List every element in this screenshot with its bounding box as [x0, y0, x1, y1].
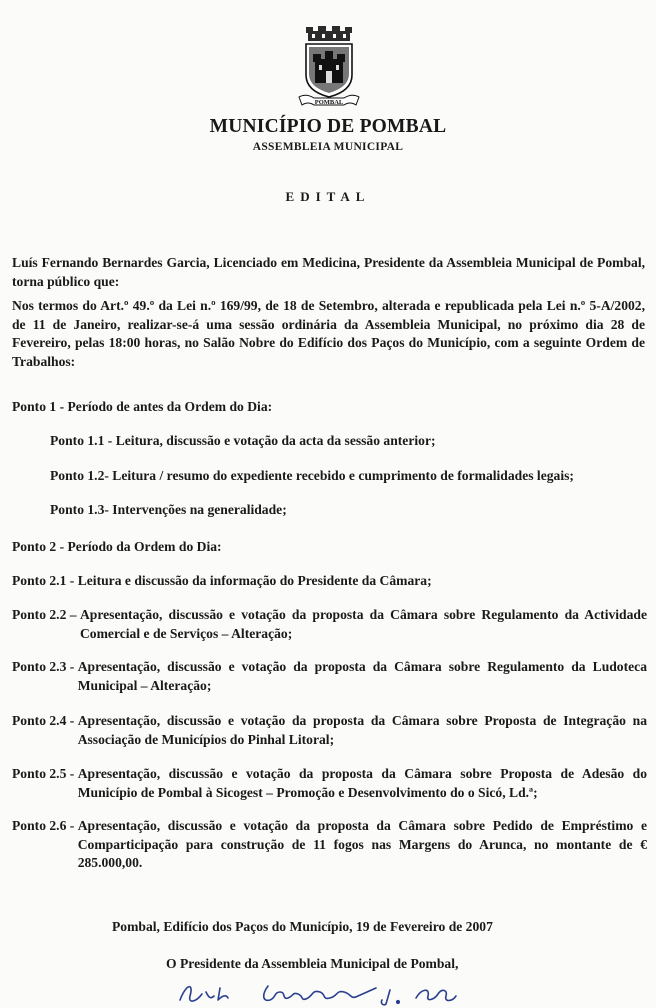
agenda-item-text: Apresentação, discussão e votação da proposta da Câmara sobre Regulamento da Ludoteca Municipal – Alteração;	[77, 659, 647, 693]
body-paragraph: Nos termos do Art.º 49.º da Lei n.º 169/99, de 18 de Setembro, alterada e republicada pela Lei n.º 5-A/2002, de 11 de Janeiro, realizar-se-á uma sessão ordinária da Assembleia Municipal, no próximo dia 28 de Fevereiro, pelas 18:00 horas, no Salão Nobre do Edifício dos Paços do Município, com a seguinte Ordem de Trabalhos:	[12, 298, 645, 369]
crest-banner-text: POMBAL	[314, 99, 344, 107]
agenda-item-label: Ponto 2.5 -	[12, 766, 78, 781]
agenda-item-1-1: Ponto 1.1 - Leitura, discussão e votação da acta da sessão anterior;	[50, 433, 436, 448]
agenda-item-2-1: Ponto 2.1 - Leitura e discussão da informação do Presidente da Câmara;	[12, 573, 432, 588]
agenda-item-1-2: Ponto 1.2- Leitura / resumo do expediente recebido e cumprimento de formalidades legais;	[50, 468, 574, 483]
place-and-date: Pombal, Edifício dos Paços do Município, 19 de Fevereiro de 2007	[112, 919, 493, 934]
assembly-subtitle: ASSEMBLEIA MUNICIPAL	[252, 141, 404, 153]
agenda-item-2-6	[12, 817, 647, 873]
agenda-item-label: Ponto 2.6 -	[12, 818, 78, 833]
agenda-item-2: Ponto 2 - Período da Ordem do Dia:	[12, 539, 222, 554]
agenda-item-2-2	[12, 606, 647, 643]
municipal-crest-icon	[296, 25, 362, 109]
agenda-item-label: Ponto 2.4 -	[12, 713, 78, 728]
agenda-item-2-3	[12, 658, 647, 695]
signatory-title: O Presidente da Assembleia Municipal de Pombal,	[166, 956, 459, 971]
agenda-item-label: Ponto 2.2 –	[12, 607, 80, 622]
agenda-item-1: Ponto 1 - Período de antes da Ordem do Dia:	[12, 399, 273, 414]
agenda-item-text: Apresentação, discussão e votação da proposta da Câmara sobre Proposta de Integração na Associação de Municípios do Pinhal Litoral;	[77, 713, 647, 747]
agenda-item-2-4	[12, 712, 647, 749]
document-heading: EDITAL	[285, 189, 371, 204]
agenda-item-2-5	[12, 765, 647, 802]
agenda-item-label: Ponto 2.3 -	[12, 659, 78, 674]
municipality-title: MUNICÍPIO DE POMBAL	[209, 116, 447, 137]
agenda-item-text: Apresentação, discussão e votação da proposta da Câmara sobre Proposta de Adesão do Município de Pombal à Sicogest – Promoção e Desenvolvimento do o Sicó, Ld.ª;	[77, 766, 647, 800]
handwritten-signature	[176, 978, 576, 1008]
agenda-item-text: Apresentação, discussão e votação da proposta da Câmara sobre Regulamento da Actividade Comercial e de Serviços – Alteração;	[79, 607, 647, 641]
intro-paragraph: Luís Fernando Bernardes Garcia, Licenciado em Medicina, Presidente da Assembleia Municipal de Pombal, torna público que:	[12, 255, 645, 289]
agenda-item-text: Apresentação, discussão e votação da proposta da Câmara sobre Pedido de Empréstimo e Comparticipação para construção de 11 fogos nas Margens do Arunca, no montante de € 285.000,00.	[77, 818, 647, 870]
agenda-item-1-3: Ponto 1.3- Intervenções na generalidade;	[50, 502, 287, 517]
